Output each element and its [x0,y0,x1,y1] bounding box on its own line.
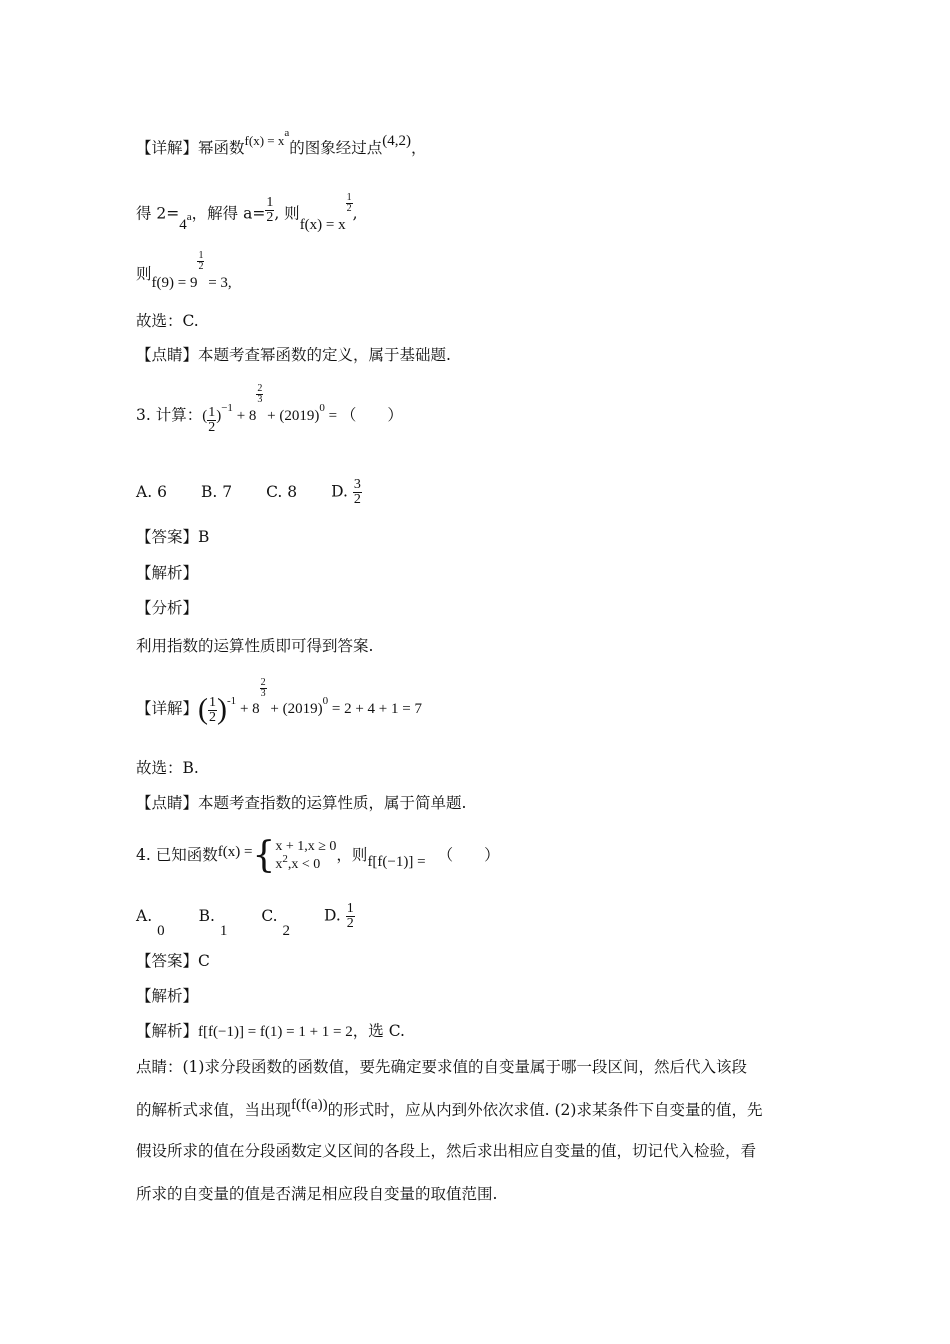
fraction-numerator: 1 [346,901,354,916]
q3-choice: 故选：B. [136,759,199,777]
option-b [198,906,228,939]
math-text: = [324,407,341,424]
math-fx [299,191,353,236]
text: , 则 [274,204,300,223]
q3-comment: 【点睛】本题考查指数的运算性质，属于简单题. [136,794,467,812]
analysis-text: 利用指数的运算性质即可得到答案. [136,637,374,655]
detail-tag: 【解析】 [136,1022,199,1040]
question-label: 3. 计算： [136,405,203,424]
option-value: 8 [287,482,298,501]
option-letter: D. [331,482,348,501]
math-text: ,x < 0 [287,857,321,872]
math-text: + (2019) [263,407,320,424]
choice-line: 故选：C. [136,312,199,330]
option-a [136,906,165,939]
math-text: x [275,857,283,872]
math-point: (4,2) [382,133,412,149]
option-b [201,482,232,502]
note-line-4: 所求的自变量的值是否满足相应段自变量的取值范围. [136,1185,498,1203]
q4-answer: 【答案】C [136,952,210,970]
exponent-fraction [346,193,353,214]
option-d [331,478,362,507]
question-4-options [136,901,389,939]
math-expression [198,676,422,726]
fraction-numerator: 2 [260,676,266,688]
math-expression [202,383,341,435]
math-paren: ) [217,693,228,726]
answer-blank: （ ） [437,846,500,864]
text: 的形式时，应从内到外依次求值. (2)求某条件下自变量的值，先 [327,1101,763,1119]
text: 幂函数 [198,139,245,157]
note-line-3: 假设所求的值在分段函数定义区间的各段上，然后求出相应自变量的值，切记代入检验，看 [136,1142,757,1160]
math-text: = 2 + 4 + 1 = 7 [328,701,422,718]
math-exponent: 0 [322,695,329,708]
fraction-numerator: 1 [266,195,274,210]
fraction-numerator: 1 [208,405,216,420]
note-line-1: 点睛：(1)求分段函数的函数值，要先确定要求值的自变量属于哪一段区间，然后代入该段 [136,1058,747,1076]
math-text: f(f(a)) [291,1097,328,1113]
math-text: = 3, [204,275,232,291]
math-exponent: −1 [221,401,233,414]
option-value: 0 [157,922,165,939]
piecewise-cases [275,838,336,874]
exponent-fraction [256,384,263,405]
answer-line: 【答案】B [136,528,210,546]
comment-line: 【点睛】本题考查幂函数的定义，属于基础题. [136,346,451,364]
math-paren: ( [202,407,208,424]
option-c [266,482,297,502]
text: ，解得 a= [191,204,266,223]
fraction-numerator: 1 [198,250,204,262]
fraction [353,478,362,507]
fenxi-header: 【分析】 [136,599,199,617]
math-exponent: 0 [319,401,325,414]
math-text: f[f(−1)] = f(1) = 1 + 1 = 2 [198,1024,353,1040]
math-exponent: -1 [227,695,237,708]
math-text: + (2019) [266,701,323,718]
question-4 [136,835,500,876]
fraction-denominator: 2 [266,210,274,225]
case-2 [275,853,336,874]
math-text: 4 [179,216,187,233]
option-letter: C. [266,482,283,501]
text: 得 2= [136,204,180,223]
fraction-denominator: 2 [208,420,216,435]
fraction-denominator: 2 [353,492,361,507]
math-f9 [151,250,232,294]
math-paren: ) [216,407,222,424]
fraction-numerator: 1 [209,694,217,710]
math-text: f(x) = [217,844,253,860]
option-value: 2 [282,922,290,939]
case-1: x + 1,x ≥ 0 [275,839,337,854]
text: ，则 [336,846,368,864]
option-letter: C. [261,906,278,925]
fraction-numerator: 2 [257,383,263,394]
detail-tag: 【详解】 [136,699,199,718]
fraction-denominator: 2 [346,916,354,931]
option-letter: B. [198,906,215,925]
fraction-denominator: 3 [260,687,266,699]
math-base [179,210,192,236]
text: ， [411,139,427,157]
fraction-denominator: 2 [209,709,217,725]
note-line-2 [136,1097,763,1121]
math-text: + 8 [232,407,257,424]
fraction-denominator: 2 [198,261,204,273]
math-text: f(9) = 9 [151,275,198,291]
fraction [265,196,274,225]
fraction-denominator: 2 [346,202,352,214]
exponent-fraction [260,678,267,699]
text: ，选 C. [352,1022,405,1040]
option-value: 6 [157,482,167,501]
text: 的图象经过点 [289,139,383,157]
detail-line-3 [136,250,232,291]
fraction-numerator: 3 [353,477,361,492]
fraction-numerator: 1 [346,191,352,203]
q4-analysis-header: 【解析】 [136,987,199,1005]
fraction [207,406,216,435]
exponent-fraction [197,251,204,272]
answer-blank: （ ） [340,405,403,424]
analysis-header: 【解析】 [136,564,199,582]
math-exponent: a [186,210,192,223]
question-3-options [136,478,396,507]
math-paren: ( [198,693,209,726]
option-value: 7 [222,482,233,501]
math-text: f[f(−1)] = [367,854,426,870]
option-letter: A. [136,482,153,501]
math-text: f(x) = x [244,133,285,148]
option-a [136,482,167,502]
text: , [352,204,358,223]
text: 则 [136,265,152,283]
math-text: + 8 [236,701,260,718]
text: 的解析式求值，当出现 [136,1101,292,1119]
option-d [324,902,355,931]
option-letter: A. [136,906,153,925]
detail-line-1 [136,127,427,160]
option-value: 1 [219,922,228,939]
math-exponent: a [284,127,290,139]
detail-tag: 【详解】 [136,139,199,157]
math-brace: { [252,835,276,876]
q4-detail-line [136,1021,405,1042]
fraction [208,696,217,725]
option-c [261,906,290,939]
detail-line-2 [136,191,358,233]
question-label: 4. 已知函数 [136,846,218,864]
option-letter: D. [324,906,341,925]
math-exponent: 2 [282,853,288,865]
math-fx [244,127,290,152]
math-text: f(x) = x [299,216,346,233]
fraction [346,902,355,931]
q3-detail-line [136,676,422,726]
question-3 [136,383,403,435]
option-letter: B. [200,482,218,501]
fraction-denominator: 3 [257,394,263,405]
